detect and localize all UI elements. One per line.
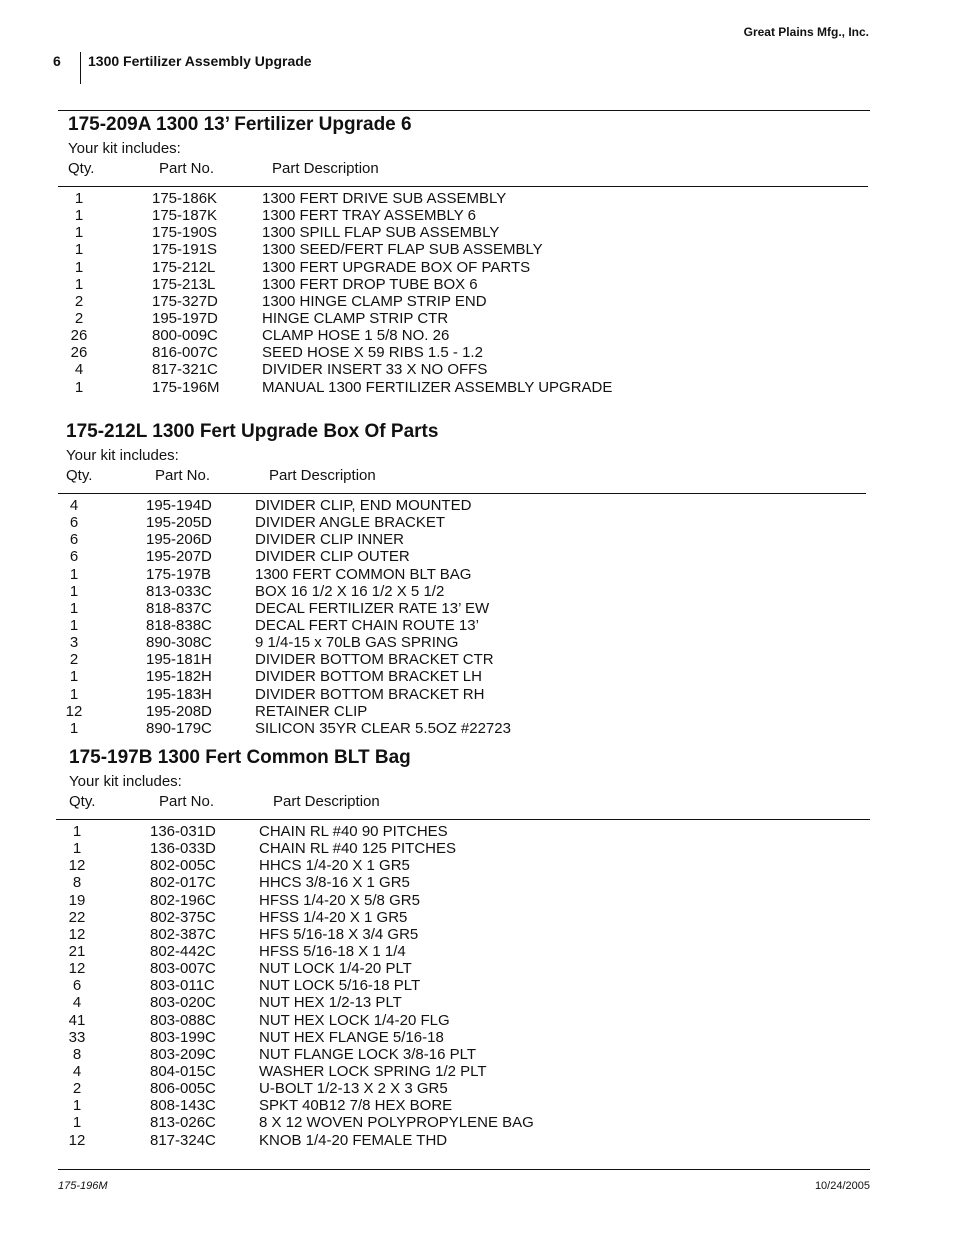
description-cell: HHCS 1/4-20 X 1 GR5 (259, 857, 410, 875)
description-cell: HFSS 1/4-20 X 1 GR5 (259, 908, 408, 926)
part-number-cell: 803-020C (150, 994, 216, 1012)
table-row (0, 344, 954, 361)
qty-cell: 4 (72, 1062, 82, 1080)
table-row (0, 874, 954, 891)
part-number-cell: 195-207D (146, 548, 212, 566)
part-number-cell: 136-031D (150, 823, 216, 840)
description-cell: RETAINER CLIP (255, 702, 368, 720)
qty-header: Qty. (68, 160, 95, 177)
description-cell: DIVIDER BOTTOM BRACKET RH (255, 685, 485, 703)
description-cell: DIVIDER CLIP INNER (255, 531, 404, 549)
qty-cell: 2 (69, 651, 79, 669)
document-title: 1300 Fertilizer Assembly Upgrade (88, 53, 312, 69)
part-no-header: Part No. (155, 467, 211, 484)
table-row (0, 224, 954, 241)
part-no-header: Part No. (159, 793, 215, 810)
section-title: 175-209A 1300 13’ Fertilizer Upgrade 6 (68, 114, 412, 135)
part-number-cell: 195-206D (146, 531, 212, 549)
part-number-cell: 816-007C (152, 344, 218, 362)
description-cell: DIVIDER CLIP, END MOUNTED (255, 497, 472, 514)
header-rule (58, 186, 868, 187)
qty-cell: 21 (68, 942, 86, 960)
description-cell: DECAL FERTILIZER RATE 13’ EW (255, 599, 490, 617)
qty-cell: 1 (74, 241, 84, 259)
kit-section-3 (0, 747, 954, 1149)
header-rule (58, 493, 866, 494)
description-cell: MANUAL 1300 FERTILIZER ASSEMBLY UPGRADE (262, 378, 613, 396)
qty-cell: 1 (69, 685, 79, 703)
part-number-cell: 803-007C (150, 960, 216, 978)
table-row (0, 1080, 954, 1097)
qty-cell: 26 (70, 327, 88, 345)
description-cell: CHAIN RL #40 125 PITCHES (259, 840, 457, 858)
qty-cell: 1 (74, 275, 84, 293)
table-row (0, 840, 954, 857)
table-row (0, 1012, 954, 1029)
part-number-cell: 802-196C (150, 891, 216, 909)
description-cell: 1300 SEED/FERT FLAP SUB ASSEMBLY (262, 241, 543, 259)
description-cell: NUT HEX 1/2-13 PLT (259, 994, 402, 1012)
table-row (0, 207, 954, 224)
qty-cell: 6 (69, 514, 79, 532)
table-row (0, 668, 954, 685)
table-row (0, 241, 954, 258)
qty-cell: 3 (69, 634, 79, 652)
description-cell: CHAIN RL #40 90 PITCHES (259, 823, 448, 840)
description-cell: NUT LOCK 1/4-20 PLT (259, 960, 412, 978)
qty-cell: 2 (74, 292, 84, 310)
qty-cell: 12 (65, 702, 83, 720)
description-cell: 1300 FERT COMMON BLT BAG (255, 565, 472, 583)
table-row (0, 617, 954, 634)
part-number-cell: 175-190S (152, 224, 218, 242)
description-cell: 9 1/4-15 x 70LB GAS SPRING (255, 634, 459, 652)
description-cell: NUT HEX FLANGE 5/16-18 (259, 1028, 444, 1046)
description-cell: HFSS 5/16-18 X 1 1/4 (259, 942, 406, 960)
qty-cell: 33 (68, 1028, 86, 1046)
table-row (0, 259, 954, 276)
part-number-cell: 818-838C (146, 616, 212, 634)
table-row (0, 531, 954, 548)
part-number-cell: 817-324C (150, 1131, 216, 1149)
description-cell: 1300 SPILL FLAP SUB ASSEMBLY (262, 224, 500, 242)
section-title: 175-197B 1300 Fert Common BLT Bag (69, 747, 411, 768)
part-number-cell: 195-194D (146, 497, 212, 514)
description-cell: DIVIDER ANGLE BRACKET (255, 514, 446, 532)
parts-list (0, 497, 954, 737)
description-cell: HFS 5/16-18 X 3/4 GR5 (259, 925, 419, 943)
description-cell: WASHER LOCK SPRING 1/2 PLT (259, 1062, 487, 1080)
qty-cell: 1 (69, 565, 79, 583)
qty-cell: 41 (68, 1011, 86, 1029)
qty-cell: 1 (72, 840, 82, 858)
part-number-cell: 195-183H (146, 685, 212, 703)
qty-cell: 22 (68, 908, 86, 926)
table-row (0, 1114, 954, 1131)
qty-cell: 1 (74, 258, 84, 276)
part-number-cell: 803-088C (150, 1011, 216, 1029)
description-cell: 8 X 12 WOVEN POLYPROPYLENE BAG (259, 1114, 534, 1132)
description-cell: NUT HEX LOCK 1/4-20 FLG (259, 1011, 450, 1029)
section-intro: Your kit includes: (66, 447, 179, 464)
description-cell: 1300 FERT UPGRADE BOX OF PARTS (262, 258, 531, 276)
qty-cell: 6 (69, 531, 79, 549)
part-number-cell: 802-442C (150, 942, 216, 960)
part-number-cell: 195-208D (146, 702, 212, 720)
qty-cell: 1 (69, 582, 79, 600)
company-name: Great Plains Mfg., Inc. (743, 25, 869, 39)
description-header: Part Description (273, 793, 380, 810)
description-cell: DIVIDER CLIP OUTER (255, 548, 410, 566)
description-cell: HHCS 3/8-16 X 1 GR5 (259, 874, 410, 892)
table-row (0, 1097, 954, 1114)
description-cell: SPKT 40B12 7/8 HEX BORE (259, 1097, 453, 1115)
qty-cell: 4 (72, 994, 82, 1012)
table-row (0, 720, 954, 737)
part-number-cell: 175-197B (146, 565, 212, 583)
description-cell: BOX 16 1/2 X 16 1/2 X 5 1/2 (255, 582, 445, 600)
description-header: Part Description (272, 160, 379, 177)
part-number-cell: 808-143C (150, 1097, 216, 1115)
table-row (0, 926, 954, 943)
part-number-cell: 175-187K (152, 207, 218, 225)
table-row (0, 909, 954, 926)
table-row (0, 361, 954, 378)
qty-cell: 1 (69, 668, 79, 686)
section-title: 175-212L 1300 Fert Upgrade Box Of Parts (66, 421, 439, 442)
description-cell: 1300 FERT DROP TUBE BOX 6 (262, 275, 478, 293)
qty-cell: 8 (72, 1045, 82, 1063)
qty-cell: 19 (68, 891, 86, 909)
table-row (0, 634, 954, 651)
qty-cell: 1 (69, 599, 79, 617)
part-number-cell: 813-033C (146, 582, 212, 600)
top-rule (58, 110, 870, 111)
table-row (0, 497, 954, 514)
qty-cell: 6 (69, 548, 79, 566)
header-divider (80, 52, 81, 84)
table-row (0, 686, 954, 703)
qty-cell: 26 (70, 344, 88, 362)
description-cell: DIVIDER BOTTOM BRACKET CTR (255, 651, 494, 669)
part-number-cell: 818-837C (146, 599, 212, 617)
table-row (0, 310, 954, 327)
page-number: 6 (53, 53, 61, 69)
qty-header: Qty. (66, 467, 93, 484)
parts-list (0, 190, 954, 396)
qty-cell: 1 (74, 190, 84, 207)
qty-cell: 12 (68, 960, 86, 978)
kit-section-1 (0, 114, 954, 396)
table-row (0, 583, 954, 600)
part-number-cell: 175-196M (152, 378, 220, 396)
kit-section-2 (0, 421, 954, 737)
part-number-cell: 175-213L (152, 275, 216, 293)
description-cell: DIVIDER BOTTOM BRACKET LH (255, 668, 482, 686)
part-number-cell: 195-205D (146, 514, 212, 532)
qty-cell: 4 (74, 361, 84, 379)
qty-cell: 12 (68, 857, 86, 875)
description-cell: HINGE CLAMP STRIP CTR (262, 309, 449, 327)
description-cell: SEED HOSE X 59 RIBS 1.5 - 1.2 (262, 344, 483, 362)
part-number-cell: 804-015C (150, 1062, 216, 1080)
description-cell: DIVIDER INSERT 33 X NO OFFS (262, 361, 488, 379)
parts-list (0, 823, 954, 1149)
column-headers (0, 160, 954, 178)
part-number-cell: 806-005C (150, 1080, 216, 1098)
part-number-cell: 802-017C (150, 874, 216, 892)
part-number-cell: 803-199C (150, 1028, 216, 1046)
qty-cell: 12 (68, 1131, 86, 1149)
qty-cell: 6 (72, 977, 82, 995)
part-number-cell: 803-011C (150, 977, 215, 995)
footer-date: 10/24/2005 (814, 1180, 870, 1192)
column-headers (0, 793, 954, 811)
description-cell: 1300 FERT DRIVE SUB ASSEMBLY (262, 190, 507, 207)
description-cell: U-BOLT 1/2-13 X 2 X 3 GR5 (259, 1080, 448, 1098)
table-row (0, 823, 954, 840)
qty-cell: 1 (72, 823, 82, 840)
description-cell: CLAMP HOSE 1 5/8 NO. 26 (262, 327, 450, 345)
section-intro: Your kit includes: (68, 140, 181, 157)
part-number-cell: 136-033D (150, 840, 216, 858)
part-number-cell: 175-186K (152, 190, 218, 207)
part-number-cell: 803-209C (150, 1045, 216, 1063)
column-headers (0, 467, 954, 485)
qty-cell: 1 (72, 1097, 82, 1115)
table-row (0, 514, 954, 531)
part-number-cell: 175-327D (152, 292, 218, 310)
description-cell: KNOB 1/4-20 FEMALE THD (259, 1131, 448, 1149)
part-number-cell: 813-026C (150, 1114, 216, 1132)
table-row (0, 566, 954, 583)
table-row (0, 960, 954, 977)
qty-cell: 2 (72, 1080, 82, 1098)
table-row (0, 379, 954, 396)
part-number-cell: 890-308C (146, 634, 212, 652)
description-header: Part Description (269, 467, 376, 484)
description-cell: HFSS 1/4-20 X 5/8 GR5 (259, 891, 420, 909)
header-rule (56, 819, 870, 820)
part-number-cell: 890-179C (146, 719, 212, 737)
part-no-header: Part No. (159, 160, 215, 177)
table-row (0, 892, 954, 909)
qty-cell: 1 (74, 207, 84, 225)
table-row (0, 977, 954, 994)
qty-header: Qty. (69, 793, 96, 810)
part-number-cell: 802-005C (150, 857, 216, 875)
description-cell: NUT LOCK 5/16-18 PLT (259, 977, 421, 995)
table-row (0, 1063, 954, 1080)
bottom-rule (58, 1169, 870, 1170)
description-cell: 1300 FERT TRAY ASSEMBLY 6 (262, 207, 477, 225)
table-row (0, 857, 954, 874)
part-number-cell: 195-182H (146, 668, 212, 686)
table-row (0, 1029, 954, 1046)
qty-cell: 4 (69, 497, 79, 514)
table-row (0, 190, 954, 207)
part-number-cell: 175-212L (152, 258, 216, 276)
table-row (0, 651, 954, 668)
part-number-cell: 195-181H (146, 651, 212, 669)
table-row (0, 1046, 954, 1063)
part-number-cell: 802-375C (150, 908, 216, 926)
qty-cell: 1 (74, 224, 84, 242)
table-row (0, 943, 954, 960)
qty-cell: 1 (69, 616, 79, 634)
table-row (0, 548, 954, 565)
description-cell: DECAL FERT CHAIN ROUTE 13’ (255, 616, 479, 634)
description-cell: 1300 HINGE CLAMP STRIP END (262, 292, 487, 310)
part-number-cell: 175-191S (152, 241, 218, 259)
table-row (0, 600, 954, 617)
part-number-cell: 195-197D (152, 309, 218, 327)
part-number-cell: 802-387C (150, 925, 216, 943)
table-row (0, 994, 954, 1011)
table-row (0, 1132, 954, 1149)
qty-cell: 1 (74, 378, 84, 396)
table-row (0, 276, 954, 293)
qty-cell: 8 (72, 874, 82, 892)
part-number-cell: 800-009C (152, 327, 218, 345)
table-row (0, 293, 954, 310)
qty-cell: 1 (69, 719, 79, 737)
part-number-cell: 817-321C (152, 361, 218, 379)
table-row (0, 327, 954, 344)
qty-cell: 2 (74, 309, 84, 327)
qty-cell: 1 (72, 1114, 82, 1132)
section-intro: Your kit includes: (69, 773, 182, 790)
footer-doc-number: 175-196M (58, 1180, 108, 1192)
description-cell: SILICON 35YR CLEAR 5.5OZ #22723 (255, 719, 511, 737)
description-cell: NUT FLANGE LOCK 3/8-16 PLT (259, 1045, 477, 1063)
table-row (0, 703, 954, 720)
qty-cell: 12 (68, 925, 86, 943)
